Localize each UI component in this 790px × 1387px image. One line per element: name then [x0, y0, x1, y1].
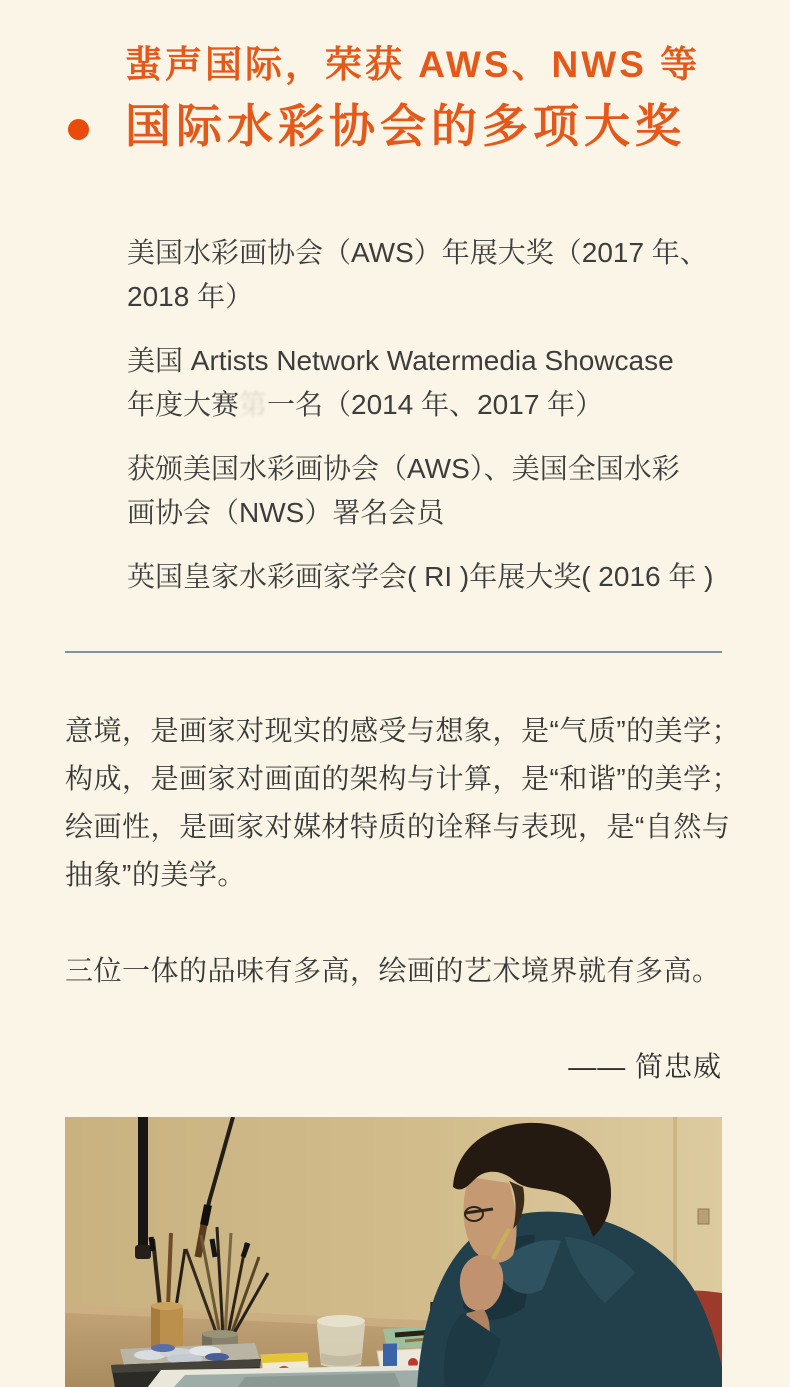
award-line: 画协会（NWS）署名会员: [127, 496, 445, 528]
award-line: 2018 年）: [127, 280, 254, 312]
award-line-segment: 一名（2014 年、2017 年）: [267, 388, 604, 420]
glitched-character: 第: [239, 388, 268, 420]
award-line: 美国 Artists Network Watermedia Showcase: [127, 344, 674, 376]
artist-photo: [65, 1117, 722, 1387]
award-item-watermedia: [127, 339, 722, 427]
quote-statement: 三位一体的品味有多高，绘画的艺术境界就有多高。: [65, 954, 721, 986]
quote-attribution: —— 简忠威: [568, 1050, 722, 1082]
award-line: 美国水彩画协会（AWS）年展大奖（2017 年、: [127, 236, 708, 268]
awards-list: [127, 231, 722, 599]
article-heading: [125, 44, 722, 153]
award-item-ri: [127, 555, 722, 599]
artist-photo-image: [65, 1117, 722, 1387]
award-line: 获颁美国水彩画协会（AWS）、美国全国水彩: [127, 452, 680, 484]
award-line: [127, 383, 722, 427]
heading-line-1: 蜚声国际，荣获 AWS、NWS 等: [125, 44, 701, 85]
quote-line: 绘画性，是画家对媒材特质的诠释与表现，是“自然与: [65, 810, 731, 842]
award-item-aws: [127, 231, 722, 319]
quote-line: 构成，是画家对画面的架构与计算，是“和谐”的美学；: [65, 762, 741, 794]
quote-line: 意境，是画家对现实的感受与想象，是“气质”的美学；: [65, 714, 741, 746]
article-content: [65, 0, 741, 1387]
quote-line: 抽象”的美学。: [65, 858, 246, 890]
water-glass: [317, 1315, 365, 1368]
award-line: 英国皇家水彩画家学会( RI )年展大奖( 2016 年 ): [127, 560, 714, 592]
section-divider: [65, 651, 722, 653]
award-line-segment: 年度大赛: [127, 388, 240, 420]
quote-paragraph: [65, 707, 741, 899]
heading-line-2: 国际水彩协会的多项大奖: [125, 100, 686, 153]
award-item-membership: [127, 447, 722, 535]
